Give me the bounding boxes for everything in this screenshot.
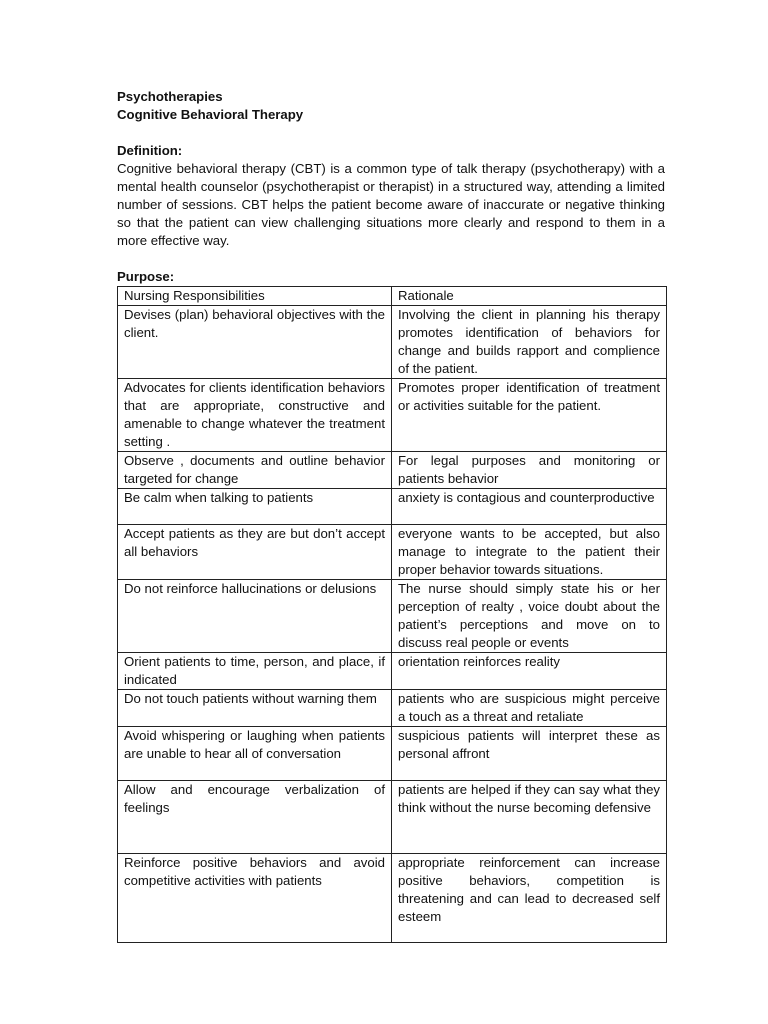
responsibility-cell: Reinforce positive behaviors and avoid competitive activities with patients bbox=[118, 854, 392, 943]
table-row bbox=[118, 379, 667, 452]
responsibility-cell: Devises (plan) behavioral objectives with the client. bbox=[118, 306, 392, 379]
column-header-rationale: Rationale bbox=[392, 287, 667, 306]
table-row bbox=[118, 489, 667, 525]
responsibilities-table bbox=[117, 286, 667, 943]
rationale-cell: patients are helped if they can say what they think without the nurse becoming defensive bbox=[392, 781, 667, 854]
table-row bbox=[118, 781, 667, 854]
rationale-cell: Promotes proper identification of treatment or activities suitable for the patient. bbox=[392, 379, 667, 452]
responsibility-cell: Be calm when talking to patients bbox=[118, 489, 392, 525]
document-page bbox=[117, 88, 665, 943]
table-row bbox=[118, 690, 667, 727]
table-row bbox=[118, 854, 667, 943]
rationale-cell: Involving the client in planning his therapy promotes identification of behaviors for change and builds rapport and complience of the patient. bbox=[392, 306, 667, 379]
rationale-cell: orientation reinforces reality bbox=[392, 653, 667, 690]
column-header-responsibilities: Nursing Responsibilities bbox=[118, 287, 392, 306]
responsibility-cell: Observe , documents and outline behavior targeted for change bbox=[118, 452, 392, 489]
purpose-heading: Purpose: bbox=[117, 269, 175, 284]
table-row bbox=[118, 452, 667, 489]
table-row bbox=[118, 653, 667, 690]
responsibility-cell: Avoid whispering or laughing when patients are unable to hear all of conversation bbox=[118, 727, 392, 781]
rationale-cell: appropriate reinforcement can increase positive behaviors, competition is threatening and can lead to decreased self esteem bbox=[392, 854, 667, 943]
rationale-cell: suspicious patients will interpret these as personal affront bbox=[392, 727, 667, 781]
document-subtitle: Cognitive Behavioral Therapy bbox=[117, 107, 304, 122]
responsibility-cell: Advocates for clients identification behaviors that are appropriate, constructive and amenable to change whatever the treatment setting . bbox=[118, 379, 392, 452]
table-row bbox=[118, 306, 667, 379]
rationale-cell: patients who are suspicious might perceive a touch as a threat and retaliate bbox=[392, 690, 667, 727]
responsibility-cell: Do not touch patients without warning them bbox=[118, 690, 392, 727]
table-row bbox=[118, 525, 667, 580]
responsibility-cell: Do not reinforce hallucinations or delusions bbox=[118, 580, 392, 653]
rationale-cell: The nurse should simply state his or her perception of realty , voice doubt about the patient’s perceptions and move on to discuss real people or events bbox=[392, 580, 667, 653]
definition-heading: Definition: bbox=[117, 143, 183, 158]
definition-paragraph: Cognitive behavioral therapy (CBT) is a common type of talk therapy (psychotherapy) with a mental health counselor (psychotherapist or therapist) in a structured way, attending a limited number of sessions. CBT helps the patient become aware of inaccurate or negative thinking so that the patient can view challenging situations more clearly and respond to them in a more effective way. bbox=[117, 161, 665, 248]
document-title: Psychotherapies bbox=[117, 89, 223, 104]
rationale-cell: everyone wants to be accepted, but also manage to integrate to the patient their proper behavior towards situations. bbox=[392, 525, 667, 580]
responsibility-cell: Allow and encourage verbalization of feelings bbox=[118, 781, 392, 854]
table-header-row bbox=[118, 287, 667, 306]
rationale-cell: For legal purposes and monitoring or patients behavior bbox=[392, 452, 667, 489]
responsibility-cell: Orient patients to time, person, and place, if indicated bbox=[118, 653, 392, 690]
rationale-cell: anxiety is contagious and counterproductive bbox=[392, 489, 667, 525]
responsibility-cell: Accept patients as they are but don’t accept all behaviors bbox=[118, 525, 392, 580]
table-row bbox=[118, 580, 667, 653]
table-row bbox=[118, 727, 667, 781]
